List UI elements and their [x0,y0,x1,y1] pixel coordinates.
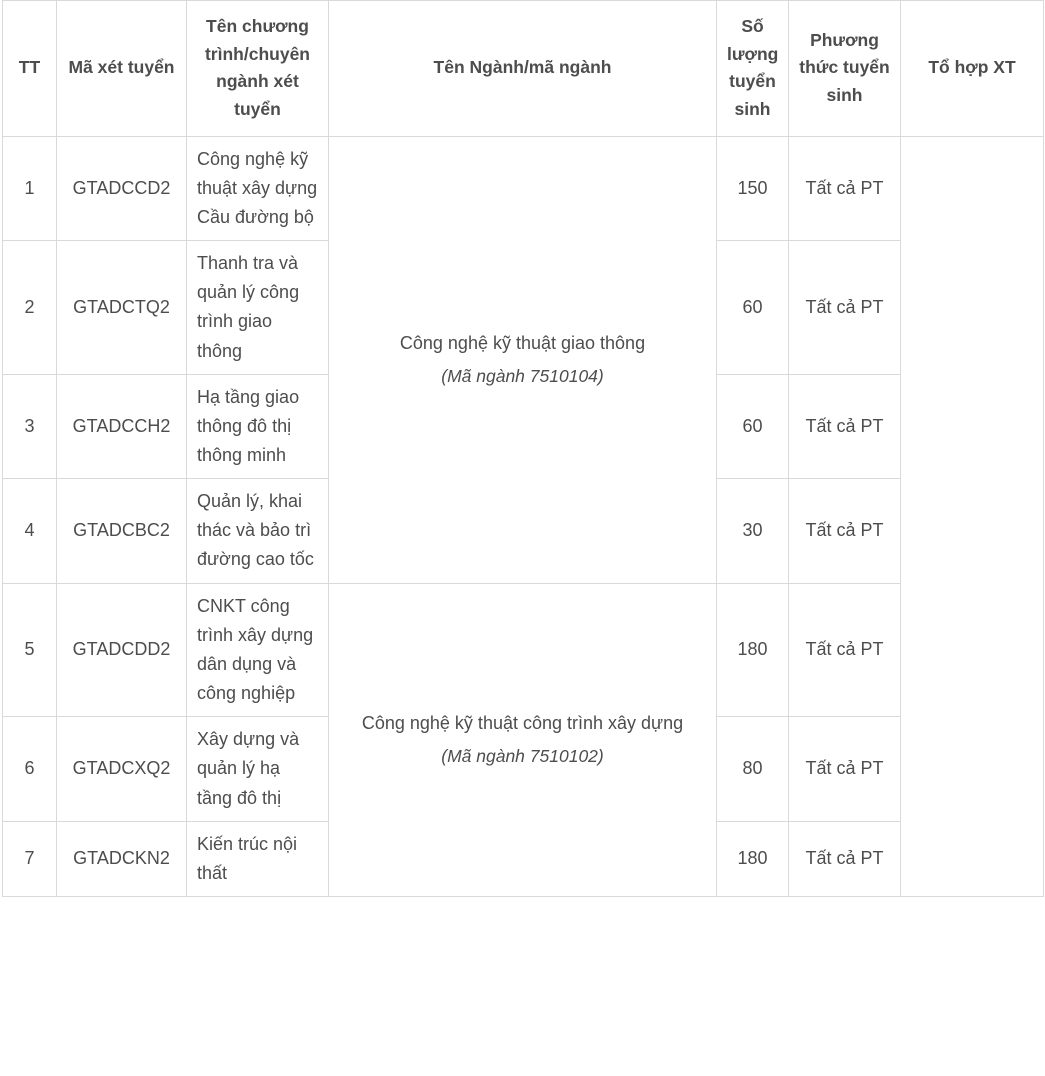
column-header-combination [901,1,1044,137]
column-header-code-label: Mã xét tuyển [68,57,175,78]
cell-tt: 6 [3,717,57,821]
cell-major-group [329,136,717,583]
cell-tt: 7 [3,821,57,896]
cell-code: GTADCKN2 [57,821,187,896]
cell-method: Tất cả PT [789,241,901,375]
column-header-program [187,1,329,137]
column-header-major-label: Tên Ngành/mã ngành [433,57,612,78]
cell-program: Thanh tra và quản lý công trình giao thông [187,241,329,375]
cell-program: Quản lý, khai thác và bảo trì đường cao tốc [187,479,329,583]
cell-quota: 30 [717,479,789,583]
column-header-combination-label: Tổ hợp XT [928,57,1016,78]
major-name: Công nghệ kỹ thuật giao thông [399,332,646,353]
cell-quota: 80 [717,717,789,821]
cell-method: Tất cả PT [789,374,901,478]
cell-code: GTADCDD2 [57,583,187,717]
column-header-method-label: Phương thức tuyển sinh [799,29,890,106]
cell-program: Xây dựng và quản lý hạ tầng đô thị [187,717,329,821]
column-header-major [329,1,717,137]
cell-tt: 5 [3,583,57,717]
table-body [3,136,1044,896]
major-name: Công nghệ kỹ thuật công trình xây dựng [361,713,684,734]
cell-quota: 150 [717,136,789,240]
column-header-quota [717,1,789,137]
cell-quota: 60 [717,374,789,478]
cell-quota: 180 [717,583,789,717]
cell-program: Kiến trúc nội thất [187,821,329,896]
cell-method: Tất cả PT [789,821,901,896]
cell-tt: 4 [3,479,57,583]
table-header-row [3,1,1044,137]
cell-combination [901,136,1044,896]
cell-method: Tất cả PT [789,136,901,240]
major-code: (Mã ngành 7510102) [441,746,604,767]
major-code: (Mã ngành 7510104) [441,365,604,386]
cell-code: GTADCXQ2 [57,717,187,821]
column-header-tt-label: TT [18,57,41,78]
column-header-code [57,1,187,137]
column-header-method [789,1,901,137]
cell-quota: 180 [717,821,789,896]
cell-program: Hạ tầng giao thông đô thị thông minh [187,374,329,478]
column-header-tt [3,1,57,137]
table-row [3,136,1044,240]
cell-code: GTADCCH2 [57,374,187,478]
admission-quota-table [2,0,1044,897]
cell-code: GTADCBC2 [57,479,187,583]
table-row [3,583,1044,717]
cell-method: Tất cả PT [789,479,901,583]
cell-method: Tất cả PT [789,583,901,717]
cell-program: CNKT công trình xây dựng dân dụng và công nghiệp [187,583,329,717]
cell-program: Công nghệ kỹ thuật xây dựng Cầu đường bộ [187,136,329,240]
cell-major-group [329,583,717,896]
cell-code: GTADCTQ2 [57,241,187,375]
cell-tt: 2 [3,241,57,375]
cell-tt: 3 [3,374,57,478]
column-header-program-label: Tên chương trình/chuyên ngành xét tuyển [204,16,310,119]
cell-tt: 1 [3,136,57,240]
cell-method: Tất cả PT [789,717,901,821]
column-header-quota-label: Số lượng tuyển sinh [727,16,779,119]
cell-code: GTADCCD2 [57,136,187,240]
table-header [3,1,1044,137]
cell-quota: 60 [717,241,789,375]
